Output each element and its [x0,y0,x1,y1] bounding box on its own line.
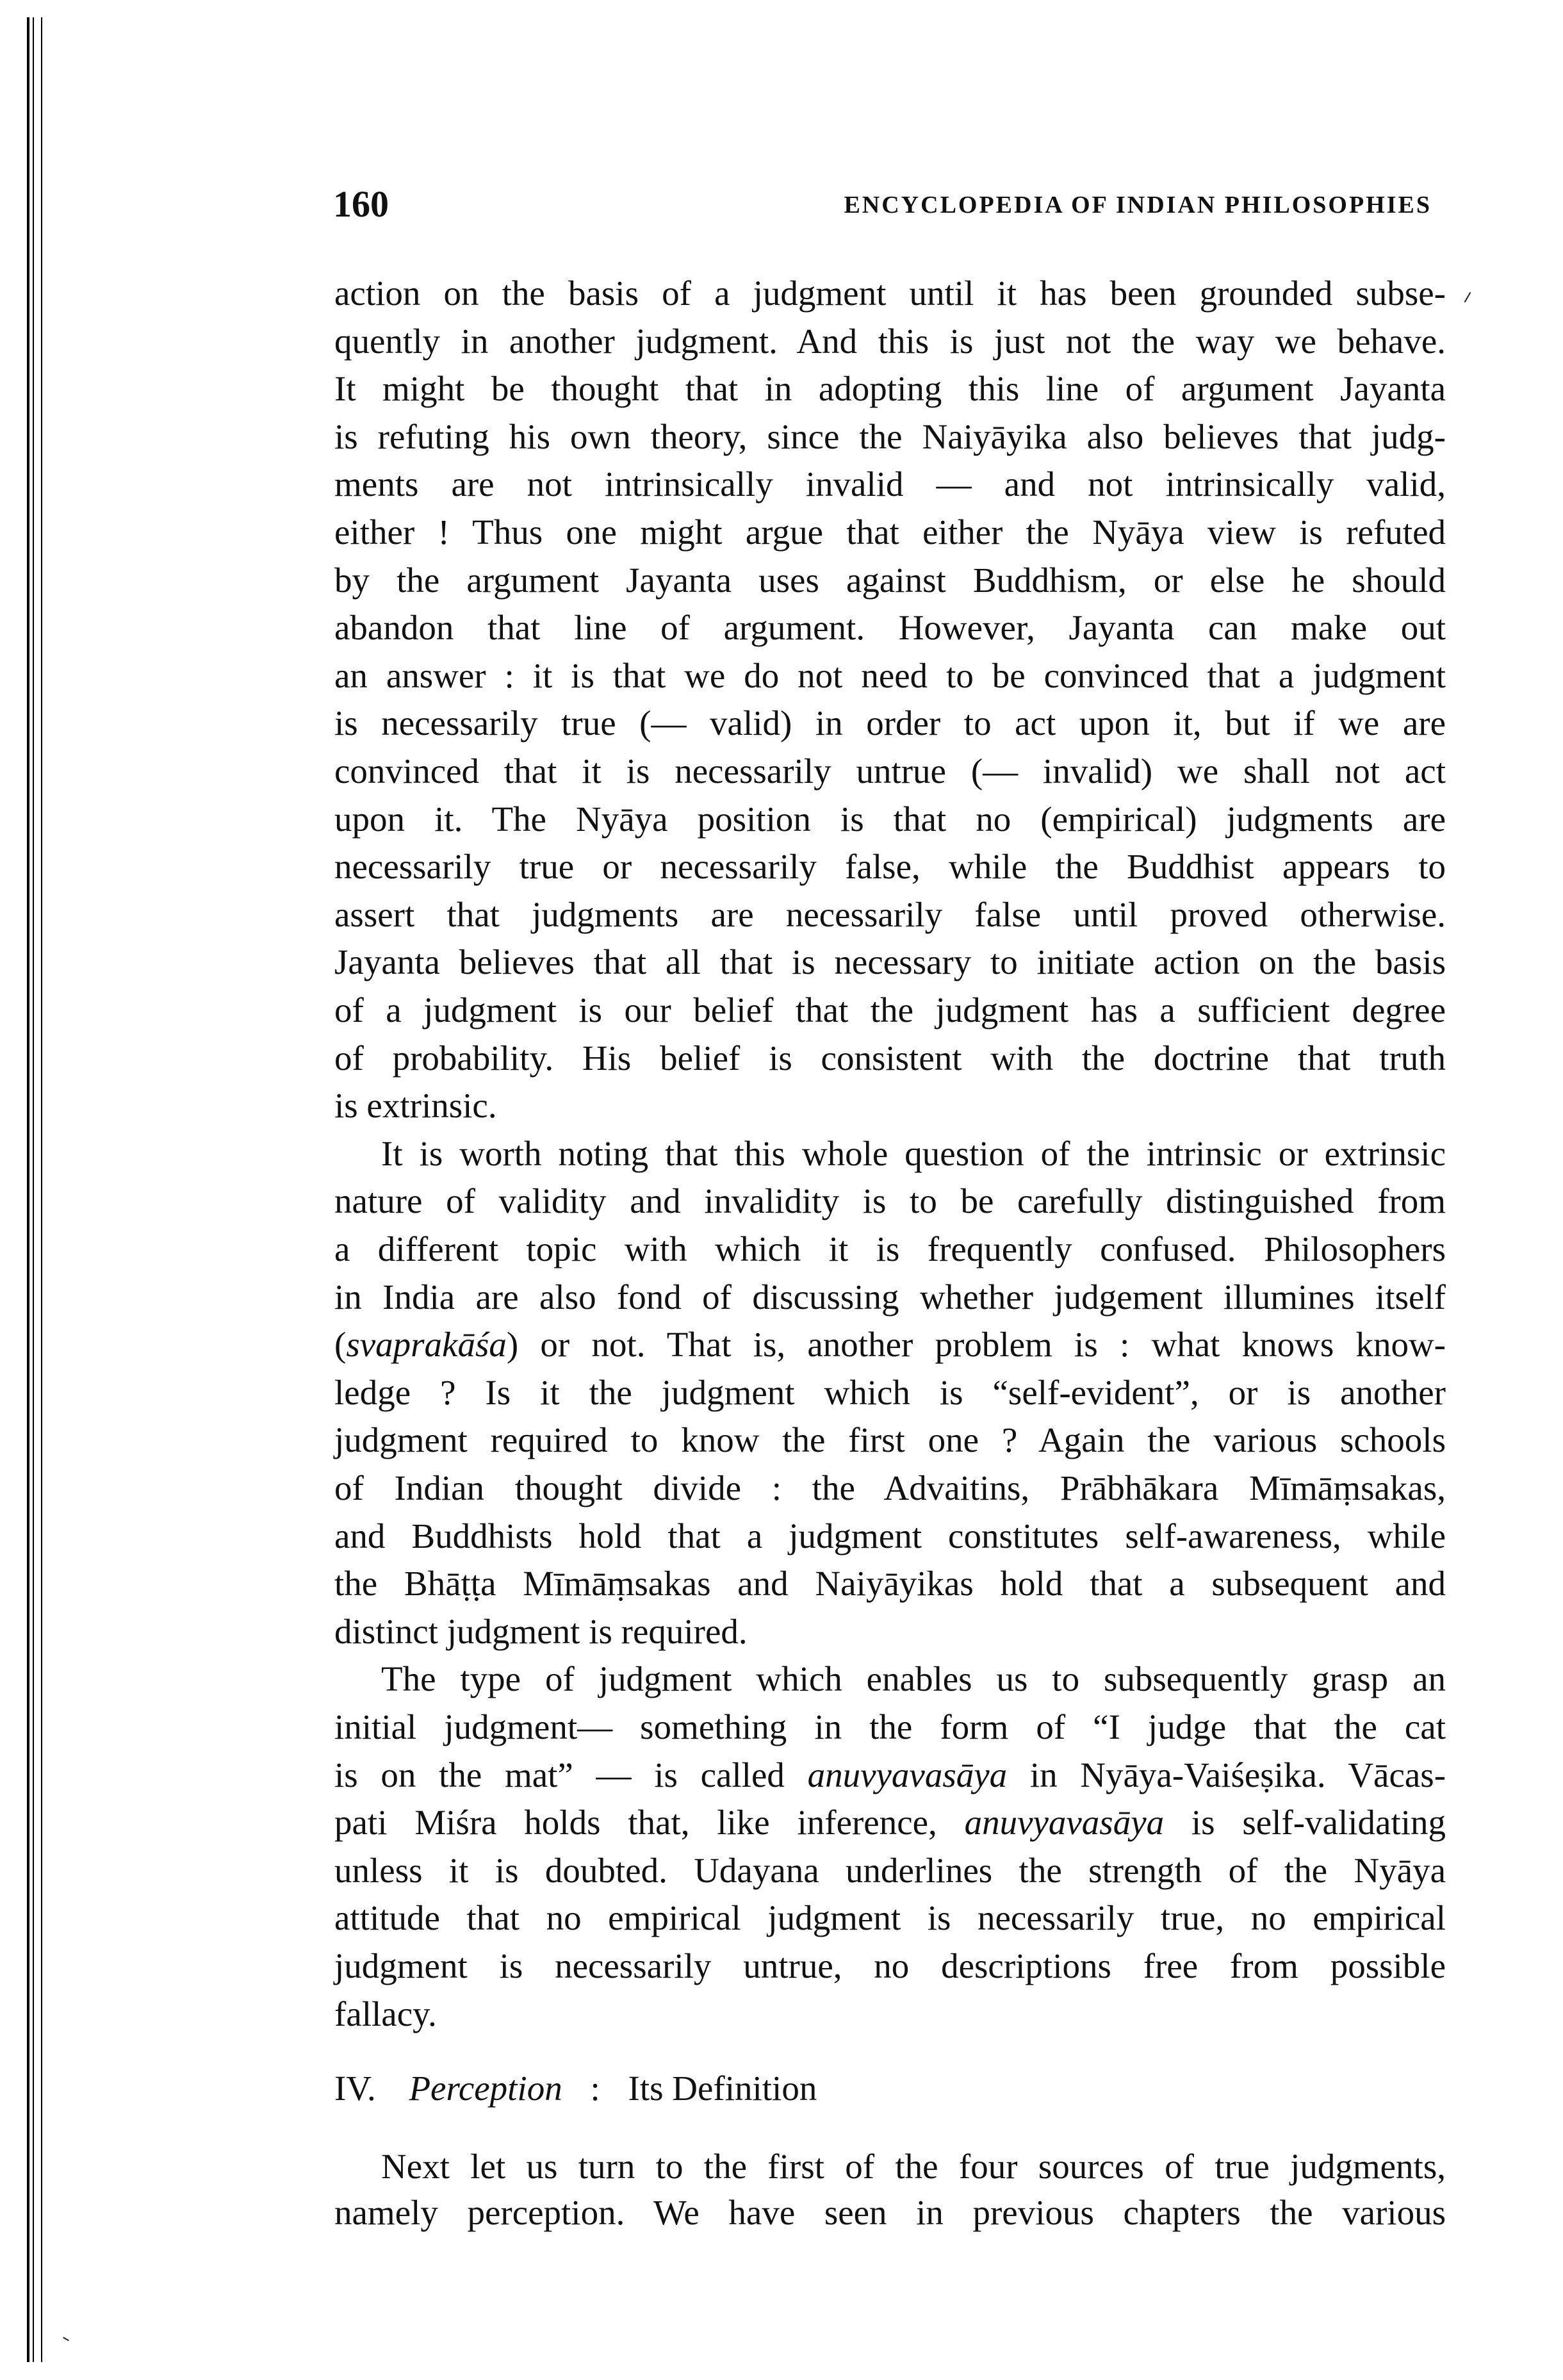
binding-edge-line [27,17,29,2362]
text-line: initial judgment— something in the form of “I judge that the cat [334,1707,1446,1746]
text-line: an answer : it is that we do not need to be convinced that a judgment [334,655,1446,695]
text-line: distinct judgment is required. [334,1611,748,1651]
italic-term: anuvyavasāya [964,1803,1165,1842]
text-line: upon it. The Nyāya position is that no (empirical) judgments are [334,799,1446,839]
text-line: and Buddhists hold that a judgment constitutes self-awareness, while [334,1516,1446,1555]
text-line: fallacy. [334,1994,437,2033]
text-line: by the argument Jayanta uses against Buddhism, or else he should [334,560,1446,600]
italic-term: svaprakāśa [346,1325,507,1365]
text-line: (svaprakāśa) or not. That is, another problem is : what knows know- [334,1325,1446,1365]
text-line: judgment is necessarily untrue, no descriptions free from possible [334,1946,1446,1985]
text-line: of a judgment is our belief that the judgment has a sufficient degree [334,990,1446,1030]
text-line: The type of judgment which enables us to subsequently grasp an [381,1659,1446,1699]
text-line: either ! Thus one might argue that either the Nyāya view is refuted [334,513,1446,552]
text-line: Next let us turn to the first of the four sources of true judgments, [381,2147,1446,2186]
text-line: a different topic with which it is frequently confused. Philosophers [334,1229,1446,1268]
text-line: abandon that line of argument. However, Jayanta can make out [334,608,1446,648]
text-line: necessarily true or necessarily false, while the Buddhist appears to [334,847,1446,887]
text-line: action on the basis of a judgment until it has been grounded subse- [334,274,1446,313]
text-line: of Indian thought divide : the Advaitins, Prābhākara Mīmāṃsakas, [334,1468,1446,1507]
text-line: attitude that no empirical judgment is necessarily true, no empirical [334,1898,1446,1938]
section-heading [334,2068,817,2108]
section-number: IV. [334,2069,376,2108]
text-line: ledge ? Is it the judgment which is “self-evident”, or is another [334,1372,1446,1412]
scan-speck [63,2337,69,2342]
text-line: in India are also fond of discussing whether judgement illumines itself [334,1277,1446,1317]
text-line: ments are not intrinsically invalid — and not intrinsically valid, [334,464,1446,504]
section-separator: : [590,2069,600,2108]
text-line: assert that judgments are necessarily false until proved otherwise. [334,894,1446,934]
text-line: is extrinsic. [334,1086,497,1126]
section-title-rest: Its Definition [628,2069,817,2108]
binding-edge-line [41,17,42,2362]
italic-term: anuvyavasāya [807,1755,1008,1794]
section-title-italic: Perception [409,2069,562,2108]
text-line: is necessarily true (— valid) in order to act upon it, but if we are [334,703,1446,743]
text-line: Jayanta believes that all that is necessary to initiate action on the basis [334,942,1446,982]
text-line: the Bhāṭṭa Mīmāṃsakas and Naiyāyikas hold that a subsequent and [334,1564,1446,1604]
text-line: pati Miśra holds that, like inference, anuvyavasāya is self-validating [334,1803,1446,1842]
text-line: namely perception. We have seen in previous chapters the various [334,2193,1446,2232]
text-line: It is worth noting that this whole question of the intrinsic or extrinsic [381,1133,1446,1173]
running-head-title: ENCYCLOPEDIA OF INDIAN PHILOSOPHIES [844,192,1432,218]
text-line: nature of validity and invalidity is to be carefully distinguished from [334,1181,1446,1221]
scan-speck [1464,292,1471,303]
text-line: is refuting his own theory, since the Naiyāyika also believes that judg- [334,416,1446,456]
binding-edge-line [33,17,34,2362]
text-line: unless it is doubted. Udayana underlines the strength of the Nyāya [334,1850,1446,1890]
text-line: convinced that it is necessarily untrue (— invalid) we shall not act [334,751,1446,791]
text-line: It might be thought that in adopting this line of argument Jayanta [334,369,1446,409]
text-line: quently in another judgment. And this is just not the way we behave. [334,321,1446,361]
page-number: 160 [333,183,389,225]
text-line: judgment required to know the first one ? Again the various schools [334,1420,1446,1460]
text-line: is on the mat” — is called anuvyavasāya in Nyāya-Vaiśeṣika. Vācas- [334,1755,1446,1794]
text-line: of probability. His belief is consistent with the doctrine that truth [334,1038,1446,1078]
